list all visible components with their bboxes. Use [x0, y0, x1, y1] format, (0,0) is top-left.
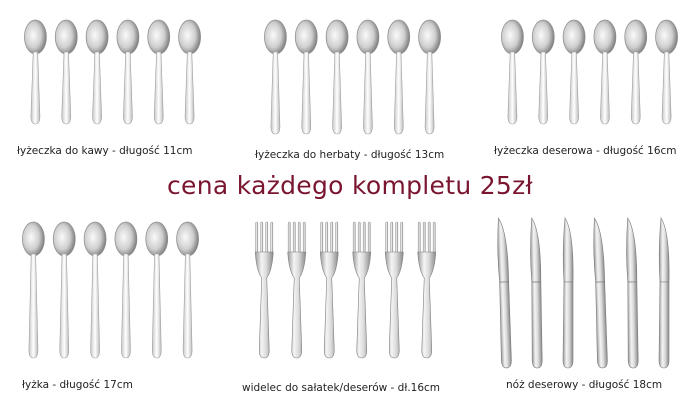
price-headline: cena każdego kompletu 25zł	[167, 171, 533, 200]
spoon-6	[177, 222, 199, 358]
tea-spoons-image	[250, 10, 455, 138]
set-table-spoons	[8, 212, 213, 362]
knife-4	[592, 218, 607, 368]
caption-salad-forks: widelec do sałatek/deserów - dł.16cm	[242, 382, 441, 394]
fork-3	[320, 222, 338, 358]
knife-6	[659, 218, 669, 368]
caption-coffee-spoons: łyżeczka do kawy - długość 11cm	[17, 145, 193, 157]
fork-6	[418, 222, 436, 358]
knife-3	[563, 218, 573, 368]
spoon-5	[625, 20, 647, 124]
caption-dessert-spoons: łyżeczka deserowa - długość 16cm	[494, 145, 677, 157]
spoon-4	[117, 20, 139, 124]
caption-tea-spoons: łyżeczka do herbaty - długość 13cm	[255, 149, 445, 161]
caption-dessert-knives: nóż deserowy - długość 18cm	[506, 379, 663, 391]
spoon-3	[86, 20, 108, 124]
fork-5	[385, 222, 403, 358]
spoon-6	[656, 20, 678, 124]
fork-4	[353, 222, 371, 358]
spoon-3	[563, 20, 585, 124]
knife-2	[530, 218, 543, 368]
spoon-4	[594, 20, 616, 124]
set-dessert-spoons	[487, 10, 692, 128]
spoon-2	[295, 20, 317, 134]
knife-1	[496, 218, 511, 368]
set-tea-spoons	[250, 10, 455, 138]
fork-1	[255, 222, 273, 358]
dessert-spoons-image	[487, 10, 692, 128]
spoon-3	[326, 20, 348, 134]
spoon-2	[55, 20, 77, 124]
spoon-1	[24, 20, 46, 124]
set-dessert-knives	[478, 212, 690, 372]
spoon-5	[388, 20, 410, 134]
spoon-6	[419, 20, 441, 134]
spoon-1	[22, 222, 44, 358]
set-coffee-spoons	[10, 10, 215, 128]
set-salad-forks	[238, 212, 453, 362]
spoon-4	[115, 222, 137, 358]
coffee-spoons-image	[10, 10, 215, 128]
spoon-6	[179, 20, 201, 124]
dessert-knives-image	[478, 212, 690, 372]
spoon-3	[84, 222, 106, 358]
spoon-1	[264, 20, 286, 134]
caption-table-spoons: łyżka - długość 17cm	[22, 379, 133, 391]
spoon-5	[146, 222, 168, 358]
fork-2	[288, 222, 306, 358]
spoon-4	[357, 20, 379, 134]
knife-5	[626, 218, 639, 368]
salad-forks-image	[238, 212, 453, 362]
spoon-5	[148, 20, 170, 124]
spoon-1	[501, 20, 523, 124]
spoon-2	[53, 222, 75, 358]
spoon-2	[532, 20, 554, 124]
table-spoons-image	[8, 212, 213, 362]
